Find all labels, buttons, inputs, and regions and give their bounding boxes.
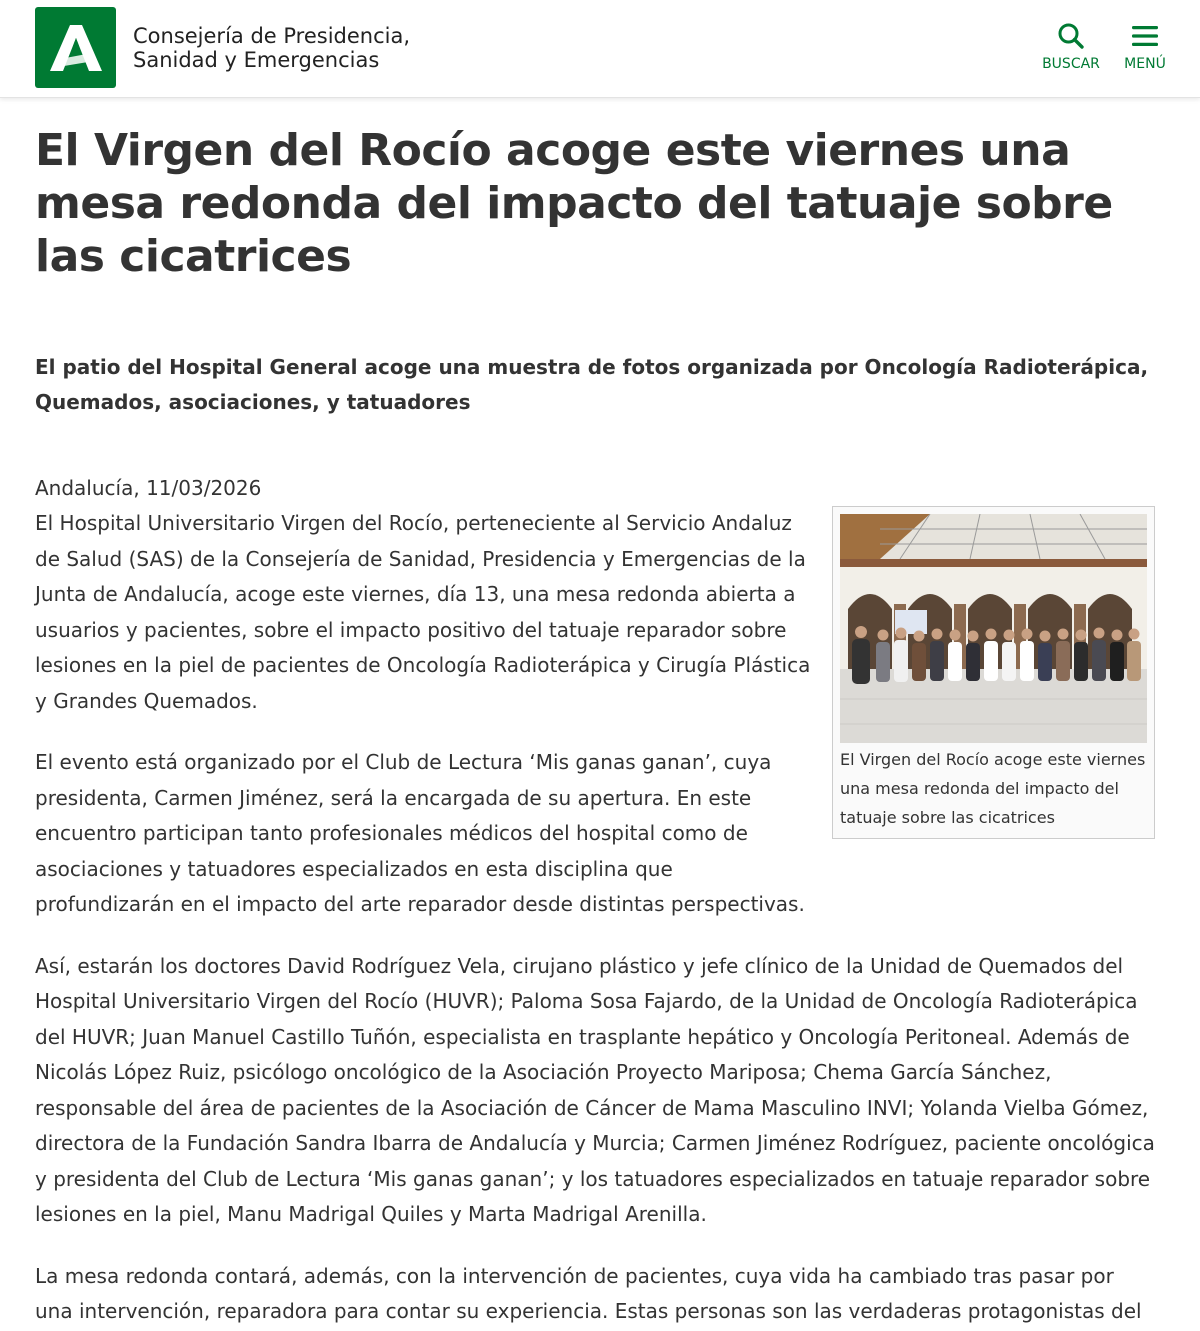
article-body xyxy=(35,506,1155,1331)
andalucia-a-icon xyxy=(48,23,104,73)
org-name-line-1: Consejería de Presidencia, xyxy=(133,24,411,48)
hamburger-menu-icon xyxy=(1131,22,1159,50)
junta-andalucia-logo[interactable] xyxy=(35,7,116,88)
article-subtitle: El patio del Hospital General acoge una muestra de fotos organizada por Oncología Radioterápica, Quemados, asociaciones, y tatuadores xyxy=(35,355,1149,414)
search-label: BUSCAR xyxy=(1042,56,1100,72)
paragraph-4: La mesa redonda contará, además, con la intervención de pacientes, cuya vida ha cambiado tras pasar por una intervención, reparadora para contar su experiencia. Estas personas son las verdaderas protagonistas del xyxy=(35,1263,1142,1323)
site-header xyxy=(0,0,1200,98)
paragraph-1: El Hospital Universitario Virgen del Rocío, perteneciente al Servicio Andaluz de Salud (SAS) de la Consejería de Sanidad, Presidencia y Emergencias de la Junta de Andalucía, acoge este viernes, día 13, una mesa redonda abierta a usuarios y pacientes, sobre el impacto positivo del tatuaje reparador sobre lesiones en la piel de pacientes de Oncología Radioterápica y Cirugía Plástica y Grandes Quemados. xyxy=(35,511,811,713)
article-photo[interactable] xyxy=(840,514,1147,743)
article-figure xyxy=(832,506,1155,839)
menu-button[interactable] xyxy=(1120,22,1170,72)
article-date: Andalucía, 11/03/2026 xyxy=(35,476,262,500)
paragraph-3: Así, estarán los doctores David Rodríguez Vela, cirujano plástico y jefe clínico de la Unidad de Quemados del Hospital Universitario Virgen del Rocío (HUVR); Paloma Sosa Fajardo, de la Unidad de Oncología Radioterápica del HUVR; Juan Manuel Castillo Tuñón, especialista en trasplante hepático y Oncología Peritoneal. Además de Nicolás López Ruiz, psicólogo oncológico de la Asociación Proyecto Mariposa; Chema García Sánchez, responsable del área de pacientes de la Asociación de Cáncer de Mama Masculino INVI; Yolanda Vielba Gómez, directora de la Fundación Sandra Ibarra de Andalucía y Murcia; Carmen Jiménez Rodríguez, paciente oncológica y presidenta del Club de Lectura ‘Mis ganas ganan’; y los tatuadores especializados en tatuaje reparador sobre lesiones en la piel, Manu Madrigal Quiles y Marta Madrigal Arenilla. xyxy=(35,953,1155,1226)
organization-name[interactable] xyxy=(133,24,410,72)
article-title: El Virgen del Rocío acoge este viernes una mesa redonda del impacto del tatuaje sobre las cicatrices xyxy=(35,125,1113,282)
search-icon xyxy=(1057,22,1085,50)
menu-label: MENÚ xyxy=(1124,56,1166,72)
org-name-line-2: Sanidad y Emergencias xyxy=(133,48,380,72)
paragraph-2: El evento está organizado por el Club de Lectura ‘Mis ganas ganan’, cuya presidenta, Carmen Jiménez, será la encargada de su apertura. En este encuentro participan tanto profesionales médicos del hospital como de asociaciones y tatuadores especializados en esta disciplina que profundizarán en el impacto del arte reparador desde distintas perspectivas. xyxy=(35,750,805,916)
figure-caption: El Virgen del Rocío acoge este viernes una mesa redonda del impacto del tatuaje sobre las cicatrices xyxy=(840,750,1146,827)
search-button[interactable] xyxy=(1040,22,1102,72)
